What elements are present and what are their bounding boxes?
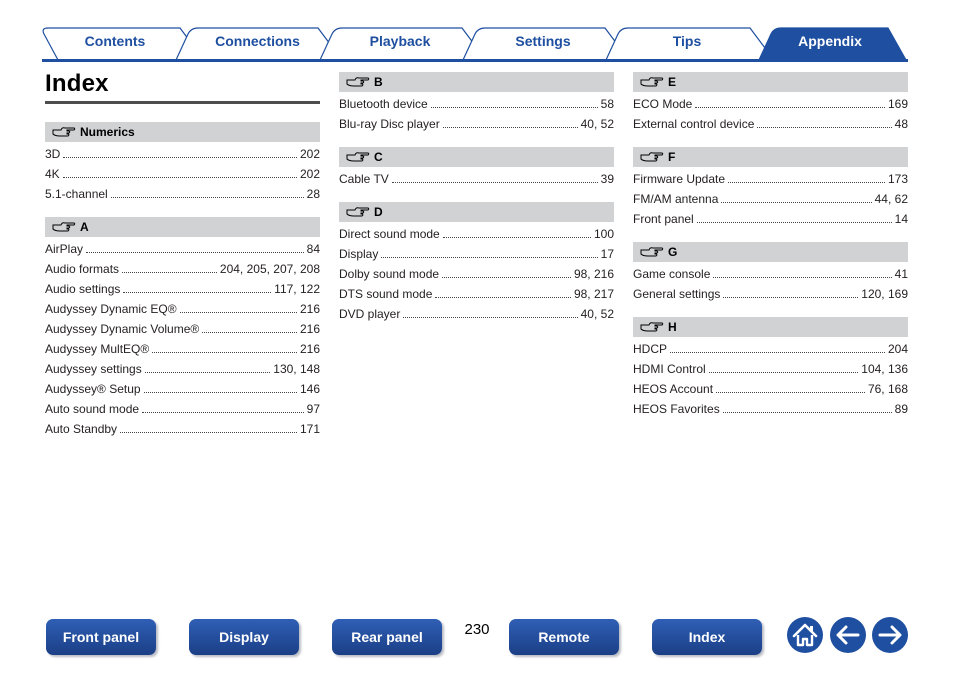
dot-leader [122,272,217,273]
entry-list [633,263,908,303]
index-entry[interactable] [45,338,320,358]
section-header [45,122,320,142]
entry-term[interactable]: ECO Mode [633,97,693,111]
dot-leader [123,292,271,293]
section-header [633,72,908,92]
index-entry[interactable] [45,163,320,183]
pointing-hand-icon [346,76,370,88]
entry-list [339,223,614,323]
entry-term[interactable]: 5.1-channel [45,187,108,201]
index-section [339,202,614,323]
dot-leader [716,392,865,393]
section-header [339,147,614,167]
dot-leader [728,182,885,183]
entry-pages[interactable]: 39 [600,172,614,186]
index-entry[interactable] [633,358,908,378]
index-entry[interactable] [633,338,908,358]
section-letter: D [374,205,383,219]
entry-pages[interactable]: 173 [887,172,908,186]
display-button[interactable]: Display [189,619,299,655]
section-letter: A [80,220,89,234]
index-entry[interactable] [45,258,320,278]
pointing-hand-icon [640,246,664,258]
entry-term[interactable]: Display [339,247,379,261]
entry-term[interactable]: FM/AM antenna [633,192,719,206]
entry-pages[interactable]: 28 [306,187,320,201]
index-column-1 [45,122,320,452]
entry-term[interactable]: Audio settings [45,282,121,296]
entry-pages[interactable]: 204 [887,342,908,356]
index-section [45,217,320,438]
entry-list [45,143,320,203]
entry-pages[interactable]: 44, 62 [874,192,908,206]
entry-pages[interactable]: 169 [887,97,908,111]
arrow-right-icon[interactable] [871,616,909,654]
entry-term[interactable]: AirPlay [45,242,84,256]
dot-leader [142,412,304,413]
dot-leader [403,317,577,318]
index-entry[interactable] [339,263,614,283]
entry-term[interactable]: External control device [633,117,755,131]
dot-leader [723,297,858,298]
entry-pages[interactable]: 117, 122 [274,282,320,296]
tab-bar [0,0,954,64]
entry-term[interactable]: DVD player [339,307,401,321]
index-entry[interactable] [45,183,320,203]
index-column-3 [633,72,908,432]
entry-pages[interactable]: 171 [299,422,320,436]
entry-list [633,338,908,418]
entry-pages[interactable]: 76, 168 [867,382,908,396]
tab-contents[interactable]: Contents [84,33,146,49]
dot-leader [180,312,297,313]
entry-pages[interactable]: 216 [299,322,320,336]
entry-pages[interactable]: 98, 217 [573,287,614,301]
entry-list [633,168,908,228]
home-icon[interactable] [786,616,824,654]
index-entry[interactable] [45,298,320,318]
dot-leader [721,202,871,203]
section-letter: Numerics [80,125,135,139]
entry-pages[interactable]: 120, 169 [861,287,908,301]
entry-term[interactable]: General settings [633,287,721,301]
front-panel-button[interactable]: Front panel [46,619,156,655]
entry-pages[interactable]: 40, 52 [580,307,614,321]
index-entry[interactable] [45,378,320,398]
dot-leader [144,392,297,393]
index-entry[interactable] [339,283,614,303]
tab-shapes [0,0,954,64]
index-entry[interactable] [633,188,908,208]
dot-leader [670,352,885,353]
entry-term[interactable]: Audyssey® Setup [45,382,141,396]
page-number: 230 [464,621,490,638]
entry-pages[interactable]: 97 [306,402,320,416]
pointing-hand-icon [52,126,76,138]
tab-tips[interactable]: Tips [672,33,702,49]
index-column-2 [339,72,614,337]
entry-pages[interactable]: 98, 216 [573,267,614,281]
dot-leader [431,107,598,108]
index-entry[interactable] [45,398,320,418]
entry-term[interactable]: Audyssey Dynamic Volume® [45,322,200,336]
index-entry[interactable] [45,418,320,438]
dot-leader [202,332,297,333]
dot-leader [392,182,598,183]
pointing-hand-icon [346,151,370,163]
remote-button[interactable]: Remote [509,619,619,655]
entry-pages[interactable]: 58 [600,97,614,111]
dot-leader [723,412,892,413]
entry-pages[interactable]: 202 [299,167,320,181]
entry-term[interactable]: 4K [45,167,60,181]
tab-appendix[interactable]: Appendix [798,33,862,49]
entry-term[interactable]: Auto sound mode [45,402,140,416]
entry-pages[interactable]: 40, 52 [580,117,614,131]
dot-leader [111,197,304,198]
index-entry[interactable] [45,318,320,338]
pointing-hand-icon [640,76,664,88]
entry-term[interactable]: Dolby sound mode [339,267,440,281]
entry-pages[interactable]: 84 [306,242,320,256]
dot-leader [443,237,591,238]
section-header [633,147,908,167]
entry-term[interactable]: Audyssey MultEQ® [45,342,150,356]
entry-pages[interactable]: 202 [299,147,320,161]
index-entry[interactable] [339,168,614,188]
index-entry[interactable] [633,208,908,228]
tab-settings[interactable]: Settings [515,33,571,49]
dot-leader [442,277,571,278]
entry-term[interactable]: HDCP [633,342,668,356]
section-header [633,317,908,337]
entry-pages[interactable]: 89 [894,402,908,416]
entry-pages[interactable]: 17 [600,247,614,261]
dot-leader [152,352,297,353]
entry-pages[interactable]: 104, 136 [861,362,908,376]
index-section [633,147,908,228]
index-entry[interactable] [633,263,908,283]
index-section [339,72,614,133]
index-entry[interactable] [339,243,614,263]
index-entry[interactable] [633,283,908,303]
dot-leader [120,432,297,433]
dot-leader [145,372,271,373]
index-entry[interactable] [339,93,614,113]
title-divider [45,101,320,104]
index-entry[interactable] [45,358,320,378]
pointing-hand-icon [640,321,664,333]
entry-list [633,93,908,133]
entry-pages[interactable]: 216 [299,342,320,356]
index-entry[interactable] [633,168,908,188]
index-section [633,317,908,418]
section-letter: B [374,75,383,89]
entry-term[interactable]: HEOS Account [633,382,714,396]
dot-leader [713,277,891,278]
tab-connections[interactable]: Connections [215,33,300,49]
entry-term[interactable]: Blu-ray Disc player [339,117,440,131]
dot-leader [63,157,297,158]
index-entry[interactable] [633,93,908,113]
tab-playback[interactable]: Playback [369,33,431,49]
index-entry[interactable] [339,113,614,133]
entry-pages[interactable]: 216 [299,302,320,316]
entry-term[interactable]: Game console [633,267,711,281]
section-letter: G [668,245,678,259]
pointing-hand-icon [52,221,76,233]
index-entry[interactable] [45,278,320,298]
entry-term[interactable]: Firmware Update [633,172,726,186]
entry-term[interactable]: 3D [45,147,61,161]
dot-leader [697,222,892,223]
dot-leader [381,257,597,258]
index-section [45,122,320,203]
index-entry[interactable] [339,223,614,243]
entry-term[interactable]: Bluetooth device [339,97,428,111]
entry-term[interactable]: HDMI Control [633,362,706,376]
section-letter: H [668,320,677,334]
dot-leader [443,127,578,128]
entry-pages[interactable]: 41 [894,267,908,281]
entry-term[interactable]: Cable TV [339,172,389,186]
arrow-left-icon[interactable] [829,616,867,654]
section-header [633,242,908,262]
dot-leader [709,372,859,373]
entry-term[interactable]: Front panel [633,212,694,226]
entry-term[interactable]: HEOS Favorites [633,402,720,416]
section-header [45,217,320,237]
entry-pages[interactable]: 14 [894,212,908,226]
section-header [339,202,614,222]
entry-list [339,168,614,188]
section-letter: F [668,150,676,164]
section-header [339,72,614,92]
index-entry[interactable] [339,303,614,323]
index-section [339,147,614,188]
entry-term[interactable]: Direct sound mode [339,227,440,241]
dot-leader [695,107,885,108]
section-letter: E [668,75,677,89]
entry-term[interactable]: Audio formats [45,262,120,276]
dot-leader [63,177,297,178]
entry-pages[interactable]: 130, 148 [273,362,320,376]
entry-pages[interactable]: 146 [299,382,320,396]
index-entry[interactable] [45,238,320,258]
dot-leader [435,297,571,298]
entry-pages[interactable]: 48 [894,117,908,131]
index-entry[interactable] [45,143,320,163]
pointing-hand-icon [346,206,370,218]
section-letter: C [374,150,383,164]
dot-leader [86,252,304,253]
index-entry[interactable] [633,113,908,133]
index-button[interactable]: Index [652,619,762,655]
entry-list [339,93,614,133]
index-section [633,72,908,133]
entry-term[interactable]: Audyssey Dynamic EQ® [45,302,177,316]
entry-term[interactable]: DTS sound mode [339,287,433,301]
dot-leader [757,127,891,128]
entry-term[interactable]: Audyssey settings [45,362,142,376]
entry-pages[interactable]: 204, 205, 207, 208 [219,262,320,276]
index-entry[interactable] [633,398,908,418]
entry-term[interactable]: Auto Standby [45,422,118,436]
pointing-hand-icon [640,151,664,163]
index-section [633,242,908,303]
entry-pages[interactable]: 100 [593,227,614,241]
page-title: Index [45,70,109,97]
rear-panel-button[interactable]: Rear panel [332,619,442,655]
index-entry[interactable] [633,378,908,398]
entry-list [45,238,320,438]
